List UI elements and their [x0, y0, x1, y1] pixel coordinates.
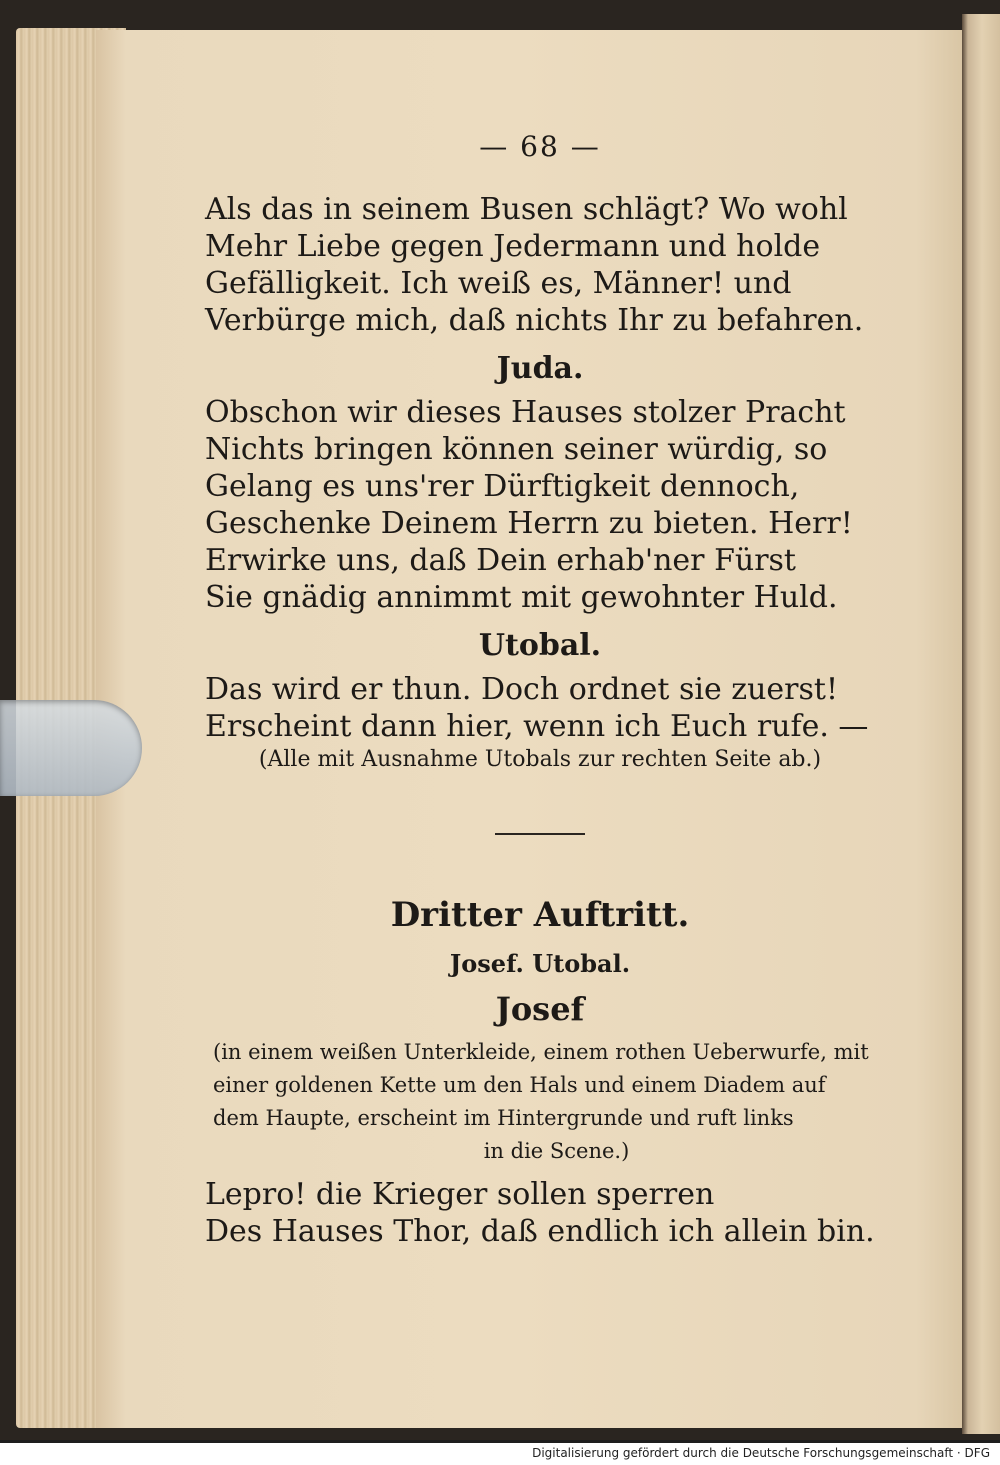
scene-cast: Josef. Utobal.	[449, 949, 631, 978]
scene-divider	[495, 833, 585, 835]
verse-line: Sie gnädig annimmt mit gewohnter Huld.	[205, 580, 838, 615]
verse-line: Verbürge mich, daß nichts Ihr zu befahren.	[205, 303, 864, 338]
bookmark-clip	[0, 700, 142, 796]
stage-direction-josef	[213, 1036, 900, 1168]
verse-line: Erscheint dann hier, wenn ich Euch rufe. —	[205, 709, 869, 744]
verse-line: Lepro! die Krieger sollen sperren	[205, 1177, 715, 1212]
verse-block-josef	[205, 1176, 875, 1250]
footer-bar	[0, 1443, 1000, 1465]
speaker-josef: Josef	[495, 990, 585, 1028]
footer-credit: Digitalisierung gefördert durch die Deutsche Forschungsgemeinschaft · DFG	[532, 1446, 990, 1460]
stage-direction-exit: (Alle mit Ausnahme Utobals zur rechten Seite ab.)	[258, 747, 822, 772]
verse-line: Geschenke Deinem Herrn zu bieten. Herr!	[205, 506, 853, 541]
speaker-utobal: Utobal.	[478, 628, 602, 663]
verse-line: Nichts bringen können seiner würdig, so	[205, 432, 828, 467]
facing-page-edge	[962, 14, 1000, 1434]
verse-block-juda	[205, 394, 875, 616]
verse-block-a	[205, 191, 875, 339]
verse-block-utobal	[205, 671, 875, 745]
verse-line: Gefälligkeit. Ich weiß es, Männer! und	[205, 266, 792, 301]
stage-line: (in einem weißen Unterkleide, einem rothen Ueberwurfe, mit	[213, 1040, 869, 1064]
verse-line: Mehr Liebe gegen Jedermann und holde	[205, 229, 821, 264]
stage-line: einer goldenen Kette um den Hals und einem Diadem auf	[213, 1073, 826, 1097]
page-number: — 68 —	[479, 130, 601, 163]
page-content	[205, 130, 875, 1250]
verse-line: Als das in seinem Busen schlägt? Wo wohl	[205, 192, 848, 227]
verse-line: Erwirke uns, daß Dein erhab'ner Fürst	[205, 543, 796, 578]
verse-line: Das wird er thun. Doch ordnet sie zuerst!	[205, 672, 839, 707]
verse-line: Gelang es uns'rer Dürftigkeit dennoch,	[205, 469, 800, 504]
verse-line: Des Hauses Thor, daß endlich ich allein bin.	[205, 1214, 875, 1249]
stage-line: dem Haupte, erscheint im Hintergrunde und ruft links	[213, 1106, 794, 1130]
verse-line: Obschon wir dieses Hauses stolzer Pracht	[205, 395, 846, 430]
stage-line: in die Scene.)	[483, 1139, 630, 1163]
speaker-juda: Juda.	[496, 351, 584, 386]
scene-title: Dritter Auftritt.	[390, 895, 690, 935]
